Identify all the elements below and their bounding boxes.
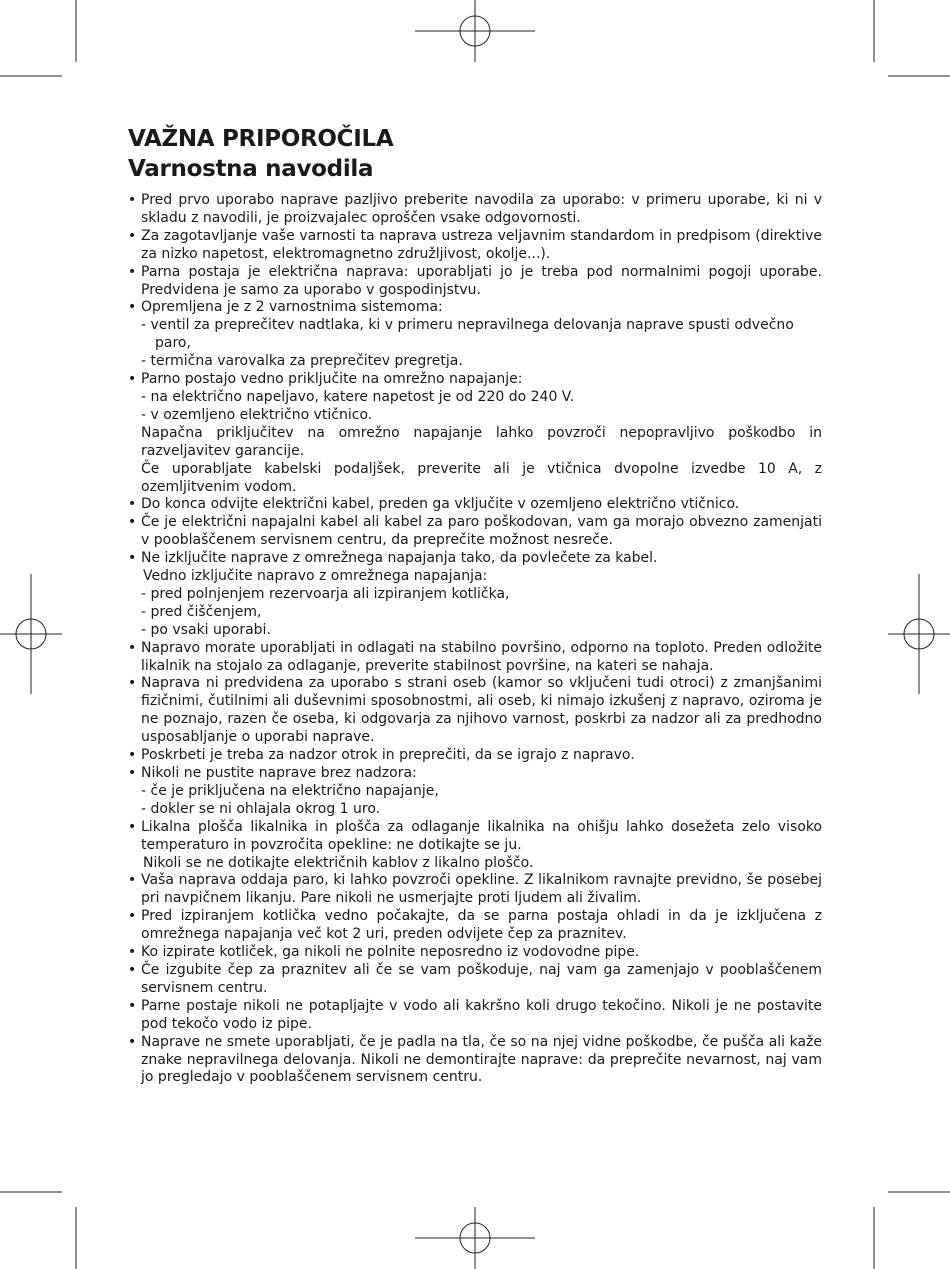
item-text: Ne izključite naprave z omrežnega napajanja tako, da povlečete za kabel. bbox=[141, 550, 658, 567]
list-item bbox=[128, 908, 822, 944]
item-text: Če je električni napajalni kabel ali kabel za paro poškodovan, vam ga morajo obvezno zamenjati v pooblaščenem servisnem centru, da preprečite možnost nesreče. bbox=[141, 514, 822, 549]
list-item bbox=[128, 192, 822, 228]
sub-item: - na električno napeljavo, katere napetost je od 220 do 240 V. bbox=[141, 388, 575, 405]
item-text: Pred prvo uporabo naprave pazljivo preberite navodila za uporabo: v primeru uporabe, ki ni v skladu z navodili, je proizvajalec oproščen vsake odgovornosti. bbox=[141, 192, 822, 226]
list-item bbox=[128, 872, 822, 908]
item-text: Poskrbeti je treba za nadzor otrok in preprečiti, da se igrajo z napravo. bbox=[141, 747, 635, 764]
bullet-icon: • bbox=[128, 908, 137, 925]
item-text: Nikoli ne pustite naprave brez nadzora: bbox=[141, 765, 417, 781]
list-item bbox=[128, 299, 822, 371]
item-text: Parna postaja je električna naprava: uporabljati jo je treba pod normalnimi pogoji uporabe. Predvidena je samo za uporabo v gospodinjstvu. bbox=[141, 263, 822, 298]
safety-instructions-list bbox=[128, 192, 822, 1087]
bullet-icon: • bbox=[128, 944, 137, 961]
sub-item: - če je priključena na električno napajanje, bbox=[141, 782, 439, 799]
title-line-2: Varnostna navodila bbox=[128, 156, 374, 182]
item-text: Naprava ni predvidena za uporabo s strani oseb (kamor so vključeni tudi otroci) z zmanjšanimi fizičnimi, čutilnimi ali duševnimi sposobnostmi, ali oseb, ki nimajo izkušenj z napravo, oziroma je ne poznajo, razen če oseba, ki odgovarja za njihovo varnost, poskrbi za nadzor ali za predhodno usposabljanje o uporabi naprave. bbox=[141, 675, 822, 746]
sub-item: - dokler se ni ohlajala okrog 1 uro. bbox=[141, 800, 381, 817]
item-paragraph: Vedno izključite napravo z omrežnega napajanja: bbox=[143, 568, 488, 585]
item-text: Likalna plošča likalnika in plošča za odlaganje likalnika na ohišju lahko dosežeta zelo visoko temperaturo in povzročita opekline: ne dotikajte se ju. bbox=[141, 818, 822, 853]
item-text: Vaša naprava oddaja paro, ki lahko povzroči opekline. Z likalnikom ravnajte previdno, še posebej pri navpičnem likanju. Pare nikoli ne usmerjajte proti ljudem ali živalim. bbox=[141, 872, 822, 907]
list-item bbox=[128, 371, 822, 496]
item-text: Za zagotavljanje vaše varnosti ta naprava ustreza veljavnim standardom in predpisom (direktive za nizko napetost, elektromagnetno združljivost, okolje...). bbox=[141, 227, 822, 262]
bullet-icon: • bbox=[128, 371, 137, 388]
bullet-icon: • bbox=[128, 765, 137, 781]
bullet-icon: • bbox=[128, 747, 137, 764]
bullet-icon: • bbox=[128, 192, 137, 208]
bullet-icon: • bbox=[128, 227, 137, 244]
item-text: Parne postaje nikoli ne potapljajte v vodo ali kakršno koli drugo tekočino. Nikoli je ne postavite pod tekočo vodo iz pipe. bbox=[141, 997, 822, 1032]
list-item bbox=[128, 819, 822, 873]
item-text: Ko izpirate kotliček, ga nikoli ne polnite neposredno iz vodovodne pipe. bbox=[141, 944, 640, 961]
list-item bbox=[128, 998, 822, 1034]
bullet-icon: • bbox=[128, 299, 137, 316]
list-item bbox=[128, 747, 822, 765]
bullet-icon: • bbox=[128, 961, 137, 978]
sub-item: - pred čiščenjem, bbox=[141, 603, 262, 620]
list-item bbox=[128, 944, 822, 962]
item-text: Opremljena je z 2 varnostnima sistemoma: bbox=[141, 299, 443, 316]
list-item bbox=[128, 640, 822, 676]
sub-item-text: - ventil za preprečitev nadtlaka, ki v primeru nepravilnega delovanja naprave spusti odvečno bbox=[141, 317, 794, 334]
bullet-icon: • bbox=[128, 872, 137, 889]
sub-item: - pred polnjenjem rezervoarja ali izpiranjem kotlička, bbox=[141, 585, 510, 602]
bullet-icon: • bbox=[128, 550, 137, 567]
bullet-icon: • bbox=[128, 496, 137, 513]
list-item bbox=[128, 765, 822, 819]
item-text: Do konca odvijte električni kabel, preden ga vključite v ozemljeno električno vtičnico. bbox=[141, 496, 740, 513]
bullet-icon: • bbox=[128, 639, 137, 656]
bullet-icon: • bbox=[128, 1033, 137, 1050]
main-content bbox=[128, 124, 822, 1087]
item-text: Naprave ne smete uporabljati, če je padla na tla, če so na njej vidne poškodbe, če pušča ali kaže znake nepravilnega delovanja. Nikoli ne demontirajte naprave: da preprečite nevarnost, naj vam jo pregledajo v pooblaščenem servisnem centru. bbox=[141, 1033, 822, 1086]
bullet-icon: • bbox=[128, 997, 137, 1014]
sub-item bbox=[141, 317, 822, 353]
item-text: Pred izpiranjem kotlička vedno počakajte, da se parna postaja ohladi in da je izključena z omrežnega napajanja več kot 2 uri, preden odvijete čep za praznitev. bbox=[141, 908, 822, 943]
item-paragraph: Nikoli se ne dotikajte električnih kablov z likalno ploščo. bbox=[143, 854, 534, 871]
sub-item: - po vsaki uporabi. bbox=[141, 621, 271, 638]
sub-item: - v ozemljeno električno vtičnico. bbox=[141, 406, 373, 423]
item-text: Napravo morate uporabljati in odlagati na stabilno površino, odporno na toploto. Preden odložite likalnik na stojalo za odlaganje, preverite stabilnost površine, na kateri se nahaja. bbox=[141, 639, 822, 674]
list-item bbox=[128, 228, 822, 264]
item-paragraph: Če uporabljate kabelski podaljšek, preverite ali je vtičnica dvopolne izvedbe 10 A, z ozemljitvenim vodom. bbox=[141, 460, 822, 495]
list-item bbox=[128, 550, 822, 640]
page-title bbox=[128, 124, 822, 184]
bullet-icon: • bbox=[128, 675, 137, 692]
bullet-icon: • bbox=[128, 514, 137, 531]
list-item bbox=[128, 1034, 822, 1088]
list-item bbox=[128, 496, 822, 514]
bullet-icon: • bbox=[128, 263, 137, 280]
sub-item: - termična varovalka za preprečitev pregretja. bbox=[141, 353, 463, 370]
item-paragraph: Napačna priključitev na omrežno napajanje lahko povzroči nepopravljivo poškodbo in razveljavitev garancije. bbox=[141, 424, 822, 459]
item-text: Če izgubite čep za praznitev ali če se vam poškoduje, naj vam ga zamenjajo v pooblaščenem servisnem centru. bbox=[141, 961, 822, 996]
list-item bbox=[128, 675, 822, 747]
title-line-1: VAŽNA PRIPOROČILA bbox=[128, 126, 394, 152]
item-text: Parno postajo vedno priključite na omrežno napajanje: bbox=[141, 371, 523, 388]
list-item bbox=[128, 962, 822, 998]
list-item bbox=[128, 514, 822, 550]
sub-item-continuation: paro, bbox=[155, 335, 191, 352]
bullet-icon: • bbox=[128, 818, 137, 835]
list-item bbox=[128, 264, 822, 300]
